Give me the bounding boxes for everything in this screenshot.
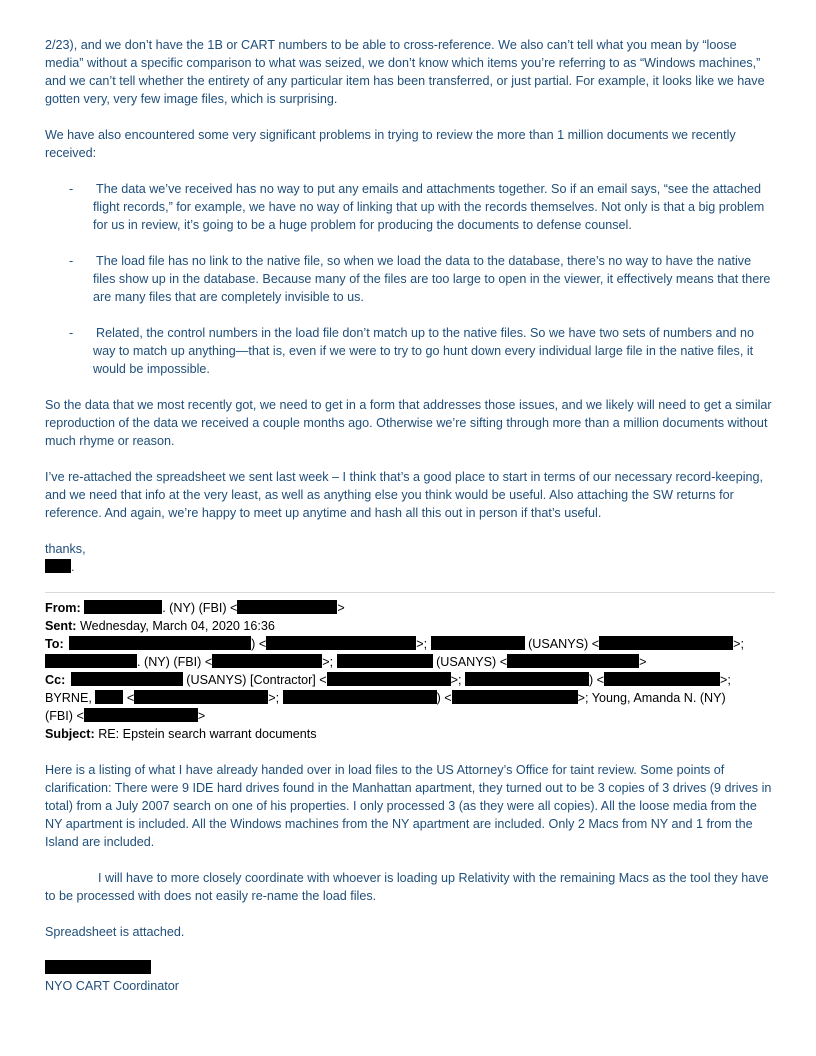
to-text: >; xyxy=(322,655,334,669)
redaction-bar xyxy=(45,654,137,668)
cc-label: Cc: xyxy=(45,673,66,687)
signoff xyxy=(45,540,775,576)
problem-list xyxy=(45,180,775,378)
signoff-name xyxy=(45,558,775,576)
signature-title: NYO CART Coordinator xyxy=(45,979,179,993)
redaction-bar xyxy=(599,636,733,650)
list-item xyxy=(45,324,775,378)
cc-text: ) < xyxy=(588,673,605,687)
redaction-bar xyxy=(465,672,589,686)
email-divider xyxy=(45,592,775,593)
list-item xyxy=(45,252,775,306)
to-text: >; xyxy=(733,637,744,651)
signoff-thanks: thanks, xyxy=(45,542,86,556)
body-paragraph-1: 2/23), and we don’t have the 1B or CART numbers to be able to cross-reference. We also can’t tell what you mean by “loose media” without a specific comparison to what was seized, we don’t know which items you’re referring to as “Windows machines,” and we can’t tell whether the entirety of any particular item has been transferred, or just partial. For example, it looks like we have gotten very, very few image files, which is surprising. xyxy=(45,38,765,106)
signature-name xyxy=(45,959,775,977)
from-text: . (NY) (FBI) < xyxy=(162,601,238,615)
to-text: . (NY) (FBI) < xyxy=(137,655,213,669)
redaction-bar xyxy=(95,690,123,704)
to-text: ) < xyxy=(251,637,267,651)
sent-label: Sent: xyxy=(45,619,77,633)
header-sent xyxy=(45,617,775,635)
from-label: From: xyxy=(45,601,81,615)
list-item-text: The load file has no link to the native file, so when we load the data to the database, there’s no way to have the native files show up in the database. Because many of the files are too large to open in the viewer, it effectively means that there are many files that are completely invisible to us. xyxy=(93,254,771,304)
reply-signature xyxy=(45,959,775,995)
list-item xyxy=(45,180,775,234)
cc-text: BYRNE, xyxy=(45,691,92,705)
reply-paragraph-2: I will have to more closely coordinate with whoever is loading up Relativity with the remaining Macs as the tool they have to be processed with does not easily re-name the load files. xyxy=(45,871,769,903)
header-cc xyxy=(45,671,775,689)
header-to xyxy=(45,635,775,653)
subject-label: Subject: xyxy=(45,727,95,741)
redaction-bar xyxy=(45,559,71,573)
redaction-bar xyxy=(69,636,251,650)
body-paragraph-2: We have also encountered some very significant problems in trying to review the more than 1 million documents we recently received: xyxy=(45,128,736,160)
header-subject xyxy=(45,725,775,743)
cc-text: (FBI) < xyxy=(45,709,84,723)
cc-text: (USANYS) [Contractor] < xyxy=(186,673,327,687)
cc-text: < xyxy=(126,691,135,705)
cc-text: >; xyxy=(450,673,462,687)
cc-text: > xyxy=(197,709,206,723)
redaction-bar xyxy=(507,654,639,668)
bullet-dash: - xyxy=(69,326,74,340)
header-cc-cont xyxy=(45,689,775,707)
bullet-dash: - xyxy=(69,254,74,268)
cc-text: ) < xyxy=(436,691,452,705)
redaction-bar xyxy=(45,960,151,974)
header-cc-cont-2 xyxy=(45,707,775,725)
redaction-bar xyxy=(84,708,198,722)
list-item-text: Related, the control numbers in the load file don’t match up to the native files. So we have two sets of numbers and no way to match up anything—that is, even if we were to try to go hunt down every individual large file in the native files, it would be impossible. xyxy=(93,326,755,376)
to-text: > xyxy=(639,655,647,669)
signoff-period: . xyxy=(71,560,75,574)
bullet-dash: - xyxy=(69,182,74,196)
to-label: To: xyxy=(45,637,64,651)
redaction-bar xyxy=(212,654,322,668)
subject-value: RE: Epstein search warrant documents xyxy=(98,727,317,741)
cc-text: >; Young, Amanda N. (NY) xyxy=(577,691,726,705)
redaction-bar xyxy=(431,636,525,650)
cc-text: >; xyxy=(720,673,731,687)
list-item-text: The data we’ve received has no way to put any emails and attachments together. So if an email says, “see the attached flight records,” for example, we have no way of linking that up with the records themselves. Not only is that a big problem for us in review, it’s going to be a huge problem for producing the documents to defense counsel. xyxy=(93,182,765,232)
header-from xyxy=(45,599,775,617)
to-text: >; xyxy=(416,637,428,651)
redaction-bar xyxy=(452,690,578,704)
cc-text: >; xyxy=(268,691,280,705)
redaction-bar xyxy=(337,654,433,668)
email-header xyxy=(45,599,775,743)
header-to-cont xyxy=(45,653,775,671)
redaction-bar xyxy=(604,672,720,686)
redaction-bar xyxy=(283,690,437,704)
body-paragraph-4: I’ve re-attached the spreadsheet we sent last week – I think that’s a good place to start in terms of our necessary record-keeping, and we need that info at the very least, as well as anything else you think would be useful. Also attaching the SW returns for reference. And again, we’re happy to meet up anytime and hash all this out in person if that’s useful. xyxy=(45,470,763,520)
redaction-bar xyxy=(266,636,416,650)
email-page xyxy=(45,36,775,995)
to-text: (USANYS) < xyxy=(528,637,600,651)
body-paragraph-3: So the data that we most recently got, we need to get in a form that addresses those issues, and we likely will need to get a similar reproduction of the data we received a couple months ago. Otherwise we’re sifting through more than a million documents without much rhyme or reason. xyxy=(45,398,772,448)
redaction-bar xyxy=(237,600,337,614)
redaction-bar xyxy=(134,690,268,704)
to-text: (USANYS) < xyxy=(436,655,508,669)
angle-close: > xyxy=(337,601,345,615)
sent-value: Wednesday, March 04, 2020 16:36 xyxy=(79,619,275,633)
reply-paragraph-1: Here is a listing of what I have already handed over in load files to the US Attorney’s Office for taint review. Some points of clarification: There were 9 IDE hard drives found in the Manhattan apartment, they turned out to be 3 copies of 3 drives (9 drives in total) from a July 2007 search on one of his properties. I only processed 3 (as they were all copies). All the loose media from the NY apartment is included. All the Windows machines from the NY apartment are included. Only 2 Macs from NY and 1 from the Island are included. xyxy=(45,763,772,849)
redaction-bar xyxy=(84,600,162,614)
reply-paragraph-3: Spreadsheet is attached. xyxy=(45,925,185,939)
redaction-bar xyxy=(71,672,183,686)
redaction-bar xyxy=(327,672,451,686)
